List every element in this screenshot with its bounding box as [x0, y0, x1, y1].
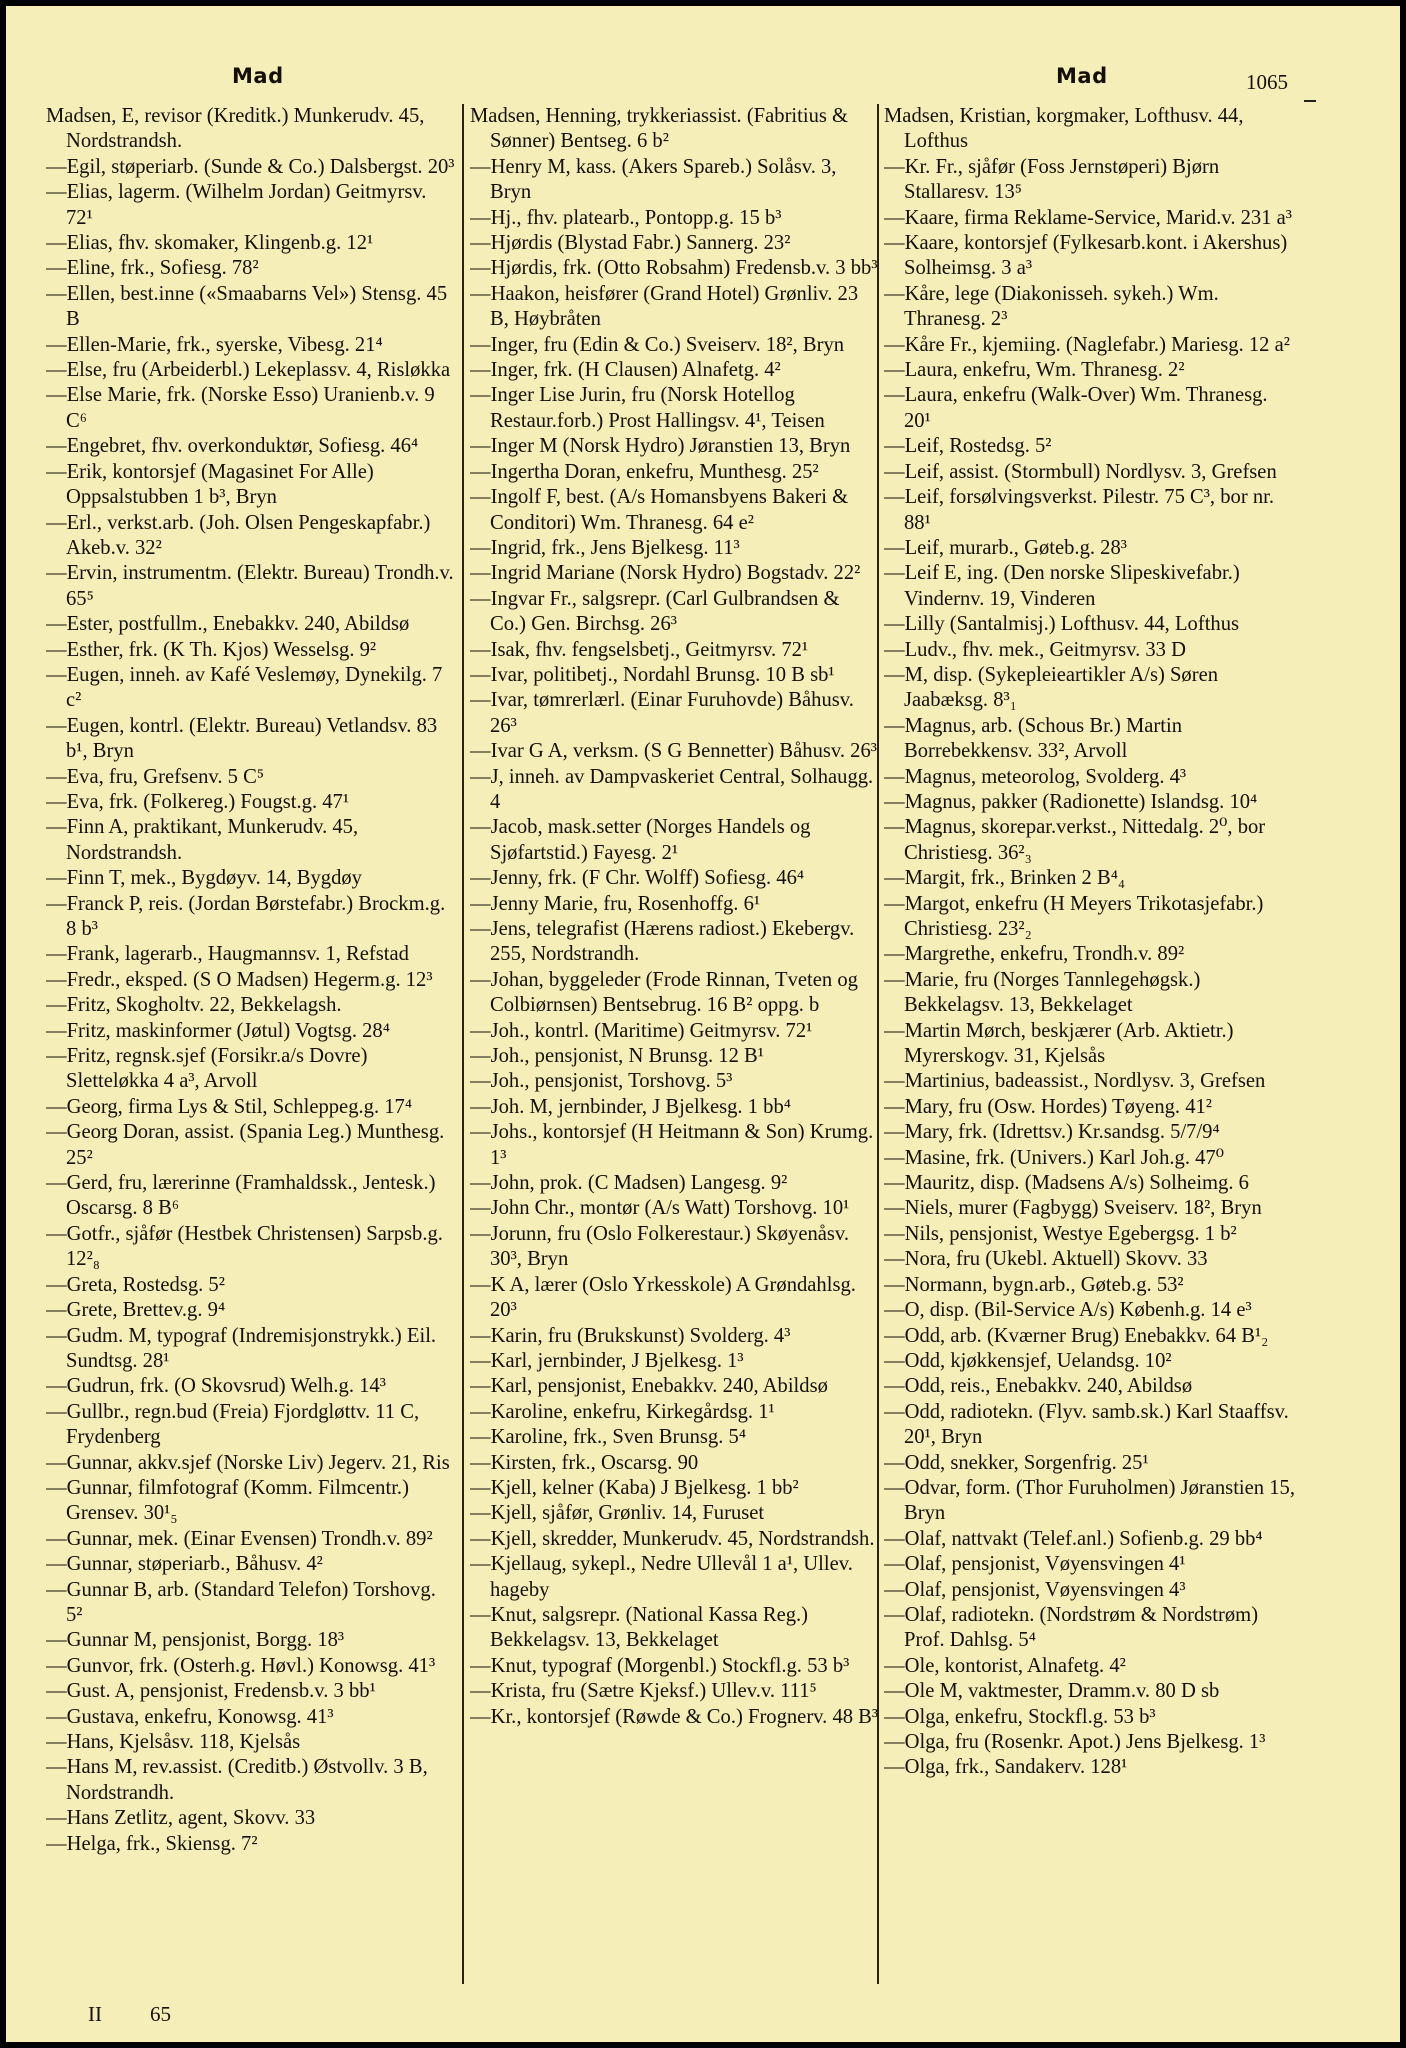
directory-entry: —Gunnar M, pensjonist, Borgg. 18³ — [46, 1629, 345, 1652]
directory-entry: —Ellen, best.inne («Smaabarns Vel») Stensg. 45 B — [46, 282, 448, 331]
directory-entry: —Kjellaug, sykepl., Nedre Ullevål 1 a¹, Ullev. hageby — [470, 1553, 853, 1601]
directory-entry: —Ingertha Doran, enkefru, Munthesg. 25² — [470, 460, 819, 483]
directory-entry: —Knut, typograf (Morgenbl.) Stockfl.g. 53 b³ — [470, 1654, 850, 1677]
sheet-number: 65 — [150, 2002, 171, 2026]
directory-entry: —Inger M (Norsk Hydro) Jøranstien 13, Bryn — [470, 435, 851, 458]
directory-entry: —Hans Zetlitz, agent, Skovv. 33 — [46, 1807, 316, 1830]
directory-entry: —Niels, murer (Fagbygg) Sveiserv. 18², Bryn — [884, 1197, 1262, 1220]
directory-entry: —Mauritz, disp. (Madsens A/s) Solheimg. 6 — [884, 1172, 1249, 1195]
directory-entry: —John, prok. (C Madsen) Langesg. 9² — [470, 1172, 788, 1195]
directory-entry: —Franck P, reis. (Jordan Børstefabr.) Brockm.g. 8 b³ — [46, 892, 446, 940]
directory-entry: —Magnus, meteorolog, Svolderg. 4³ — [884, 765, 1187, 788]
directory-entry: —John Chr., montør (A/s Watt) Torshovg. 10¹ — [470, 1197, 850, 1220]
directory-entry: —Joh., pensjonist, N Brunsg. 12 B¹ — [470, 1045, 764, 1068]
directory-entry: —Fredr., eksped. (S O Madsen) Hegerm.g. 12³ — [46, 968, 433, 991]
directory-entry: —Knut, salgsrepr. (National Kassa Reg.) Bekkelagsv. 13, Bekkelaget — [470, 1603, 809, 1652]
page-number: 1065 — [1246, 70, 1288, 94]
directory-entry: —Jenny Marie, fru, Rosenhoffg. 6¹ — [470, 892, 761, 915]
directory-entry: —Erik, kontorsjef (Magasinet For Alle) Oppsalstubben 1 b³, Bryn — [46, 460, 374, 509]
directory-entry: —Fritz, regnsk.sjef (Forsikr.a/s Dovre) Sletteløkka 4 a³, Arvoll — [46, 1045, 368, 1093]
directory-entry: —Gudrun, frk. (O Skovsrud) Welh.g. 14³ — [46, 1375, 386, 1398]
directory-entry: —Masine, frk. (Univers.) Karl Joh.g. 47⁰ — [884, 1146, 1224, 1169]
directory-entry: —Joh., pensjonist, Torshovg. 5³ — [470, 1070, 733, 1093]
directory-entry: —Leif E, ing. (Den norske Slipeskivefabr.) Vindernv. 19, Vinderen — [884, 562, 1240, 610]
directory-entry: —Gerd, fru, lærerinne (Framhaldssk., Jentesk.) Oscarsg. 8 B⁶ — [46, 1172, 436, 1220]
directory-entry: —Mary, fru (Osw. Hordes) Tøyeng. 41² — [884, 1095, 1212, 1118]
directory-entry: —Odd, snekker, Sorgenfrig. 25¹ — [884, 1451, 1149, 1474]
directory-entry: —Lilly (Santalmisj.) Lofthusv. 44, Lofthus — [884, 613, 1240, 636]
directory-column-1 — [46, 104, 456, 1984]
directory-entry: —Kjell, skredder, Munkerudv. 45, Nordstrandsh. — [470, 1527, 875, 1550]
scan-border-bottom — [0, 2042, 1406, 2048]
directory-entry: —Martinius, badeassist., Nordlysv. 3, Grefsen — [884, 1070, 1266, 1093]
directory-entry: —Inger, frk. (H Clausen) Alnafetg. 4² — [470, 359, 781, 382]
directory-entry: —Jens, telegrafist (Hærens radiost.) Ekebergv. 255, Nordstrandh. — [470, 918, 855, 966]
directory-entry: —Nora, fru (Ukebl. Aktuell) Skovv. 33 — [884, 1248, 1208, 1271]
directory-entry: —Inger, fru (Edin & Co.) Sveiserv. 18², Bryn — [470, 333, 845, 356]
directory-entry: —Hjørdis, frk. (Otto Robsahm) Fredensb.v. 3 bb³ — [470, 257, 878, 280]
directory-entry: —Erl., verkst.arb. (Joh. Olsen Pengeskapfabr.) Akeb.v. 32² — [46, 511, 431, 559]
directory-entry: —Kaare, kontorsjef (Fylkesarb.kont. i Akershus) Solheimsg. 3 a³ — [884, 232, 1288, 280]
directory-entry: —K A, lærer (Oslo Yrkesskole) A Grøndahlsg. 20³ — [470, 1273, 856, 1322]
directory-entry: —Frank, lagerarb., Haugmannsv. 1, Refstad — [46, 943, 409, 966]
directory-entry: —Marie, fru (Norges Tannlegehøgsk.) Bekkelagsv. 13, Bekkelaget — [884, 968, 1201, 1017]
directory-entry: —Karoline, frk., Sven Brunsg. 5⁴ — [470, 1426, 747, 1449]
directory-entry: —Fritz, maskinformer (Jøtul) Vogtsg. 28⁴ — [46, 1019, 390, 1042]
directory-entry: —Joh. M, jernbinder, J Bjelkesg. 1 bb⁴ — [470, 1095, 791, 1118]
directory-entry: —Olaf, radiotekn. (Nordstrøm & Nordstrøm) Prof. Dahlsg. 5⁴ — [884, 1603, 1259, 1652]
scan-border-left — [0, 0, 6, 2048]
directory-entry: —Leif, murarb., Gøteb.g. 28³ — [884, 536, 1127, 559]
directory-entry: —Grete, Brettev.g. 9⁴ — [46, 1299, 226, 1322]
directory-entry: —Magnus, skorepar.verkst., Nittedalg. 2⁰, bor Christiesg. 36²₃ — [884, 816, 1266, 864]
directory-entry: —Ellen-Marie, frk., syerske, Vibesg. 21⁴ — [46, 333, 383, 356]
directory-entry: —Hj., fhv. platearb., Pontopp.g. 15 b³ — [470, 206, 782, 229]
directory-entry: —Inger Lise Jurin, fru (Norsk Hotellog Restaur.forb.) Prost Hallingsv. 4¹, Teisen — [470, 384, 825, 432]
directory-entry: —Eugen, kontrl. (Elektr. Bureau) Vetlandsv. 83 b¹, Bryn — [46, 714, 438, 763]
directory-entry: —Engebret, fhv. overkonduktør, Sofiesg. 46⁴ — [46, 435, 419, 458]
directory-entry: —Leif, forsølvingsverkst. Pilestr. 75 C³, bor nr. 88¹ — [884, 486, 1274, 534]
directory-entry: —Karl, pensjonist, Enebakkv. 240, Abildsø — [470, 1375, 828, 1398]
running-head-right: Mad — [1056, 64, 1108, 88]
directory-entry: —Eva, fru, Grefsenv. 5 C⁵ — [46, 765, 265, 788]
directory-entry: —Gunnar, akkv.sjef (Norske Liv) Jegerv. 21, Ris — [46, 1451, 450, 1474]
directory-entry: —Olga, fru (Rosenkr. Apot.) Jens Bjelkesg. 1³ — [884, 1731, 1266, 1753]
directory-entry: —Kr., kontorsjef (Røwde & Co.) Frognerv. 48 B³ — [470, 1705, 879, 1728]
directory-entry: —Kåre Fr., kjemiing. (Naglefabr.) Mariesg. 12 a² — [884, 333, 1290, 356]
directory-entry: —Gunnar, filmfotograf (Komm. Filmcentr.) Grensev. 30¹₅ — [46, 1476, 409, 1525]
directory-entry: —Olaf, pensjonist, Vøyensvingen 4³ — [884, 1578, 1186, 1601]
directory-entry: —Kjell, sjåfør, Grønliv. 14, Furuset — [470, 1502, 765, 1525]
directory-entry: —Else, fru (Arbeiderbl.) Lekeplassv. 4, Risløkka — [46, 359, 451, 382]
directory-entry: —Ingrid, frk., Jens Bjelkesg. 11³ — [470, 536, 740, 559]
directory-entry: —Elias, lagerm. (Wilhelm Jordan) Geitmyrsv. 72¹ — [46, 181, 427, 229]
directory-entry: —Gullbr., regn.bud (Freia) Fjordgløttv. 11 C, Frydenberg — [46, 1400, 420, 1449]
directory-entry: —Laura, enkefru, Wm. Thranesg. 2² — [884, 359, 1185, 382]
directory-entry: —Krista, fru (Sætre Kjeksf.) Ullev.v. 111⁵ — [470, 1680, 817, 1703]
directory-entry: —Jenny, frk. (F Chr. Wolff) Sofiesg. 46⁴ — [470, 867, 805, 890]
directory-entry: —Hjørdis (Blystad Fabr.) Sannerg. 23² — [470, 232, 791, 255]
directory-entry: —Finn T, mek., Bygdøyv. 14, Bygdøy — [46, 867, 362, 890]
directory-entry: —Olaf, nattvakt (Telef.anl.) Sofienb.g. 29 bb⁴ — [884, 1527, 1263, 1550]
directory-entry: —Margot, enkefru (H Meyers Trikotasjefabr.) Christiesg. 23²₂ — [884, 892, 1264, 940]
directory-column-3 — [884, 104, 1298, 1984]
directory-entry: —Gunvor, frk. (Osterh.g. Høvl.) Konowsg. 41³ — [46, 1654, 436, 1677]
directory-entry: —Ester, postfullm., Enebakkv. 240, Abildsø — [46, 613, 410, 636]
directory-entry: —Gunnar B, arb. (Standard Telefon) Torshovg. 5² — [46, 1578, 436, 1626]
directory-entry: —Ingrid Mariane (Norsk Hydro) Bogstadv. 22² — [470, 562, 861, 585]
directory-entry: —Elias, fhv. skomaker, Klingenb.g. 12¹ — [46, 232, 374, 255]
directory-entry: —Kåre, lege (Diakonisseh. sykeh.) Wm. Thranesg. 2³ — [884, 282, 1219, 331]
directory-entry: —Olaf, pensjonist, Vøyensvingen 4¹ — [884, 1553, 1186, 1576]
directory-entry: —Ivar, tømrerlærl. (Einar Furuhovde) Båhusv. 26³ — [470, 689, 854, 737]
directory-entry: —Karl, jernbinder, J Bjelkesg. 1³ — [470, 1349, 744, 1372]
directory-entry: —Karoline, enkefru, Kirkegårdsg. 1¹ — [470, 1400, 775, 1423]
directory-entry: —Egil, støperiarb. (Sunde & Co.) Dalsbergst. 20³ — [46, 155, 455, 178]
directory-entry: —Margrethe, enkefru, Trondh.v. 89² — [884, 943, 1185, 966]
directory-entry: —Karin, fru (Brukskunst) Svolderg. 4³ — [470, 1324, 791, 1347]
directory-entry: —Laura, enkefru (Walk-Over) Wm. Thranesg. 20¹ — [884, 384, 1268, 432]
directory-entry: —Greta, Rostedsg. 5² — [46, 1273, 225, 1296]
directory-entry: —Else Marie, frk. (Norske Esso) Uranienb.v. 9 C⁶ — [46, 384, 435, 432]
directory-entry: —Fritz, Skogholtv. 22, Bekkelagsh. — [46, 994, 342, 1017]
directory-column-2 — [470, 104, 880, 1984]
directory-entry: —Gustava, enkefru, Konowsg. 41³ — [46, 1705, 334, 1728]
directory-entry: —Odd, arb. (Kværner Brug) Enebakkv. 64 B¹₂ — [884, 1324, 1269, 1347]
directory-entry: —Normann, bygn.arb., Gøteb.g. 53² — [884, 1273, 1184, 1296]
directory-entry: —Eva, frk. (Folkereg.) Fougst.g. 47¹ — [46, 790, 350, 813]
directory-entry: —O, disp. (Bil-Service A/s) Københ.g. 14 e³ — [884, 1299, 1252, 1322]
directory-entry: —Gust. A, pensjonist, Fredensb.v. 3 bb¹ — [46, 1680, 376, 1703]
directory-entry: —M, disp. (Sykepleieartikler A/s) Søren Jaabæksg. 8³₁ — [884, 663, 1219, 712]
directory-entry: Madsen, E, revisor (Kreditk.) Munkerudv. 45, Nordstrandsh. — [46, 105, 425, 153]
directory-entry: —Georg Doran, assist. (Spania Leg.) Munthesg. 25² — [46, 1121, 445, 1169]
directory-entry: —Margit, frk., Brinken 2 B⁴₄ — [884, 867, 1126, 890]
directory-entry: —Joh., kontrl. (Maritime) Geitmyrsv. 72¹ — [470, 1019, 813, 1042]
directory-entry: —Ludv., fhv. mek., Geitmyrsv. 33 D — [884, 638, 1186, 661]
directory-entry: —Leif, assist. (Stormbull) Nordlysv. 3, Grefsen — [884, 460, 1277, 483]
column-divider — [462, 104, 464, 1984]
directory-entry: —Olga, enkefru, Stockfl.g. 53 b³ — [884, 1705, 1156, 1728]
directory-entry: —Finn A, praktikant, Munkerudv. 45, Nordstrandsh. — [46, 816, 359, 864]
directory-entry: —Gunnar, mek. (Einar Evensen) Trondh.v. 89² — [46, 1527, 433, 1550]
scan-border-top — [0, 0, 1406, 6]
directory-entry: —Ole, kontorist, Alnafetg. 4² — [884, 1654, 1126, 1677]
directory-entry: —Martin Mørch, beskjærer (Arb. Aktietr.) Myrerskogv. 31, Kjelsås — [884, 1019, 1234, 1068]
printer-signature: II — [88, 2002, 102, 2026]
running-head-left: Mad — [232, 64, 284, 88]
directory-entry: —Haakon, heisfører (Grand Hotel) Grønliv. 23 B, Høybråten — [470, 282, 859, 331]
directory-entry: —Henry M, kass. (Akers Spareb.) Solåsv. 3, Bryn — [470, 155, 837, 204]
directory-entry: —Hans M, rev.assist. (Creditb.) Østvollv. 3 B, Nordstrandh. — [46, 1756, 428, 1804]
directory-entry: —Magnus, pakker (Radionette) Islandsg. 10⁴ — [884, 790, 1258, 813]
directory-entry: —Kjell, kelner (Kaba) J Bjelkesg. 1 bb² — [470, 1476, 799, 1499]
directory-entry: —Ivar G A, verksm. (S G Bennetter) Båhusv. 26³ — [470, 740, 877, 763]
directory-entry: —Kirsten, frk., Oscarsg. 90 — [470, 1451, 699, 1474]
directory-entry: —Magnus, arb. (Schous Br.) Martin Borrebekkensv. 33², Arvoll — [884, 714, 1183, 763]
directory-entry: —Gotfr., sjåfør (Hestbek Christensen) Sarpsb.g. 12²₈ — [46, 1222, 443, 1271]
directory-entry: —Esther, frk. (K Th. Kjos) Wesselsg. 9² — [46, 638, 377, 661]
directory-entry: —Ingvar Fr., salgsrepr. (Carl Gulbrandsen & Co.) Gen. Birchsg. 26³ — [470, 587, 840, 636]
directory-entry: —Ingolf F, best. (A/s Homansbyens Bakeri & Conditori) Wm. Thranesg. 64 e² — [470, 486, 849, 534]
directory-entry: —Kaare, firma Reklame-Service, Marid.v. 231 a³ — [884, 206, 1292, 229]
directory-entry: —Odd, radiotekn. (Flyv. samb.sk.) Karl Staaffsv. 20¹, Bryn — [884, 1400, 1289, 1449]
directory-entry: —Odd, kjøkkensjef, Uelandsg. 10² — [884, 1349, 1172, 1372]
directory-entry: —Eugen, inneh. av Kafé Veslemøy, Dynekilg. 7 c² — [46, 663, 443, 712]
directory-entry: —Ervin, instrumentm. (Elektr. Bureau) Trondh.v. 65⁵ — [46, 562, 454, 610]
directory-entry: —Leif, Rostedsg. 5² — [884, 435, 1052, 458]
directory-entry: —Kr. Fr., sjåfør (Foss Jernstøperi) Bjørn Stallaresv. 13⁵ — [884, 155, 1220, 204]
directory-entry: —Olga, frk., Sandakerv. 128¹ — [884, 1756, 1128, 1779]
directory-entry: —Isak, fhv. fengselsbetj., Geitmyrsv. 72¹ — [470, 638, 809, 661]
directory-entry: —Eline, frk., Sofiesg. 78² — [46, 257, 259, 280]
directory-entry: Madsen, Kristian, korgmaker, Lofthusv. 44, Lofthus — [884, 105, 1244, 153]
directory-entry: —Georg, firma Lys & Stil, Schleppeg.g. 17⁴ — [46, 1095, 413, 1118]
directory-entry: —Hans, Kjelsåsv. 118, Kjelsås — [46, 1731, 301, 1753]
directory-entry: —Jacob, mask.setter (Norges Handels og Sjøfartstid.) Fayesg. 2¹ — [470, 816, 811, 864]
directory-entry: —Odd, reis., Enebakkv. 240, Abildsø — [884, 1375, 1193, 1398]
scan-border-right — [1400, 0, 1406, 2048]
directory-entry: —Jorunn, fru (Oslo Folkerestaur.) Skøyenåsv. 30³, Bryn — [470, 1222, 850, 1271]
directory-entry: —Gunnar, støperiarb., Båhusv. 4² — [46, 1553, 323, 1576]
directory-entry: —Gudm. M, typograf (Indremisjonstrykk.) Eil. Sundtsg. 28¹ — [46, 1324, 437, 1372]
print-mark — [1304, 100, 1316, 102]
directory-entry: —Mary, frk. (Idrettsv.) Kr.sandsg. 5/7/9⁴ — [884, 1121, 1220, 1144]
directory-entry: —Helga, frk., Skiensg. 7² — [46, 1832, 258, 1855]
directory-entry: —Johs., kontorsjef (H Heitmann & Son) Krumg. 1³ — [470, 1121, 874, 1169]
directory-entry: —Johan, byggeleder (Frode Rinnan, Tveten og Colbiørnsen) Bentsebrug. 16 B² oppg. b — [470, 968, 858, 1017]
directory-entry: Madsen, Henning, trykkeriassist. (Fabritius & Sønner) Bentseg. 6 b² — [470, 105, 849, 153]
directory-entry: —J, inneh. av Dampvaskeriet Central, Solhaugg. 4 — [470, 765, 874, 813]
directory-entry: —Ivar, politibetj., Nordahl Brunsg. 10 B sb¹ — [470, 663, 835, 686]
directory-entry: —Nils, pensjonist, Westye Egebergsg. 1 b² — [884, 1222, 1237, 1245]
directory-entry: —Odvar, form. (Thor Furuholmen) Jøranstien 15, Bryn — [884, 1476, 1295, 1525]
directory-entry: —Ole M, vaktmester, Dramm.v. 80 D sb — [884, 1680, 1220, 1703]
